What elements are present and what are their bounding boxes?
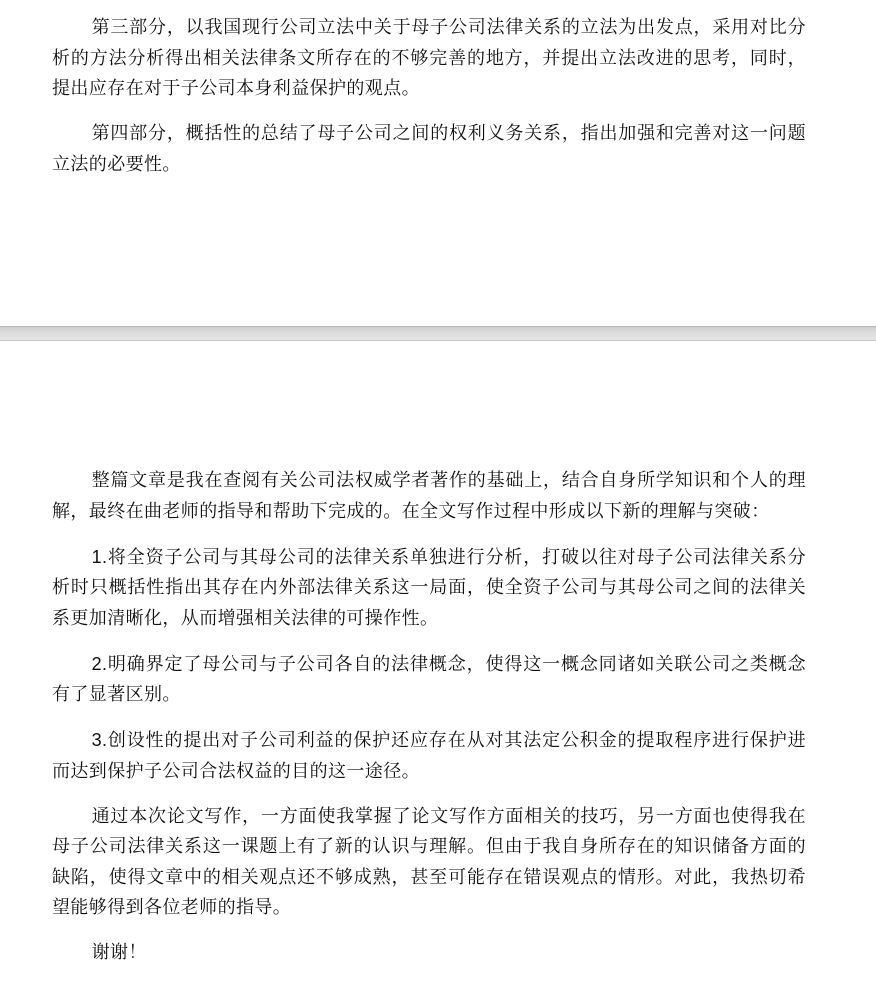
page-bottom-content xyxy=(52,466,806,969)
paragraph-part-four: 第四部分，概括性的总结了母子公司之间的权利义务关系，指出加强和完善对这一问题立法的必要性。 xyxy=(52,123,806,175)
paragraph-thanks: 谢谢！ xyxy=(91,942,147,963)
page-top-content xyxy=(52,13,806,180)
point-number: 1. xyxy=(91,546,108,567)
document-page-bottom xyxy=(0,341,876,988)
point-text: 将全资子公司与其母公司的法律关系单独进行分析，打破以往对母子公司法律关系分析时只概括性指出其存在内外部法律关系这一局面，使全资子公司与其母公司之间的法律关系更加清晰化，从而增强相关法律的可操作性。 xyxy=(52,546,806,629)
document-page-top xyxy=(0,0,876,326)
paragraph-point-2 xyxy=(52,649,806,711)
paragraph-part-three: 第三部分，以我国现行公司立法中关于母子公司法律关系的立法为出发点，采用对比分析的方法分析得出相关法律条文所存在的不够完善的地方，并提出立法改进的思考，同时，提出应存在对于子公司本身利益保护的观点。 xyxy=(52,17,806,99)
point-text: 创设性的提出对子公司利益的保护还应存在从对其法定公积金的提取程序进行保护进而达到保护子公司合法权益的目的这一途径。 xyxy=(52,730,806,782)
point-number: 3. xyxy=(91,730,108,750)
paragraph-point-1 xyxy=(52,542,806,635)
paragraph-closing: 通过本次论文写作，一方面使我掌握了论文写作方面相关的技巧，另一方面也使得我在母子公司法律关系这一课题上有了新的认识与理解。但由于我自身所存在的知识储备方面的缺陷，使得文章中的相关观点还不够成熟，甚至可能存在错误观点的情形。对此，我热切希望能够得到各位老师的指导。 xyxy=(52,805,806,918)
page-break-separator xyxy=(0,326,876,341)
point-number: 2. xyxy=(91,653,108,674)
paragraph-point-3 xyxy=(52,725,806,787)
paragraph-intro: 整篇文章是我在查阅有关公司法权威学者著作的基础上，结合自身所学知识和个人的理解，最终在曲老师的指导和帮助下完成的。在全文写作过程中形成以下新的理解与突破： xyxy=(52,470,806,522)
point-text: 明确界定了母公司与子公司各自的法律概念，使得这一概念同诸如关联公司之类概念有了显著区别。 xyxy=(52,653,806,705)
